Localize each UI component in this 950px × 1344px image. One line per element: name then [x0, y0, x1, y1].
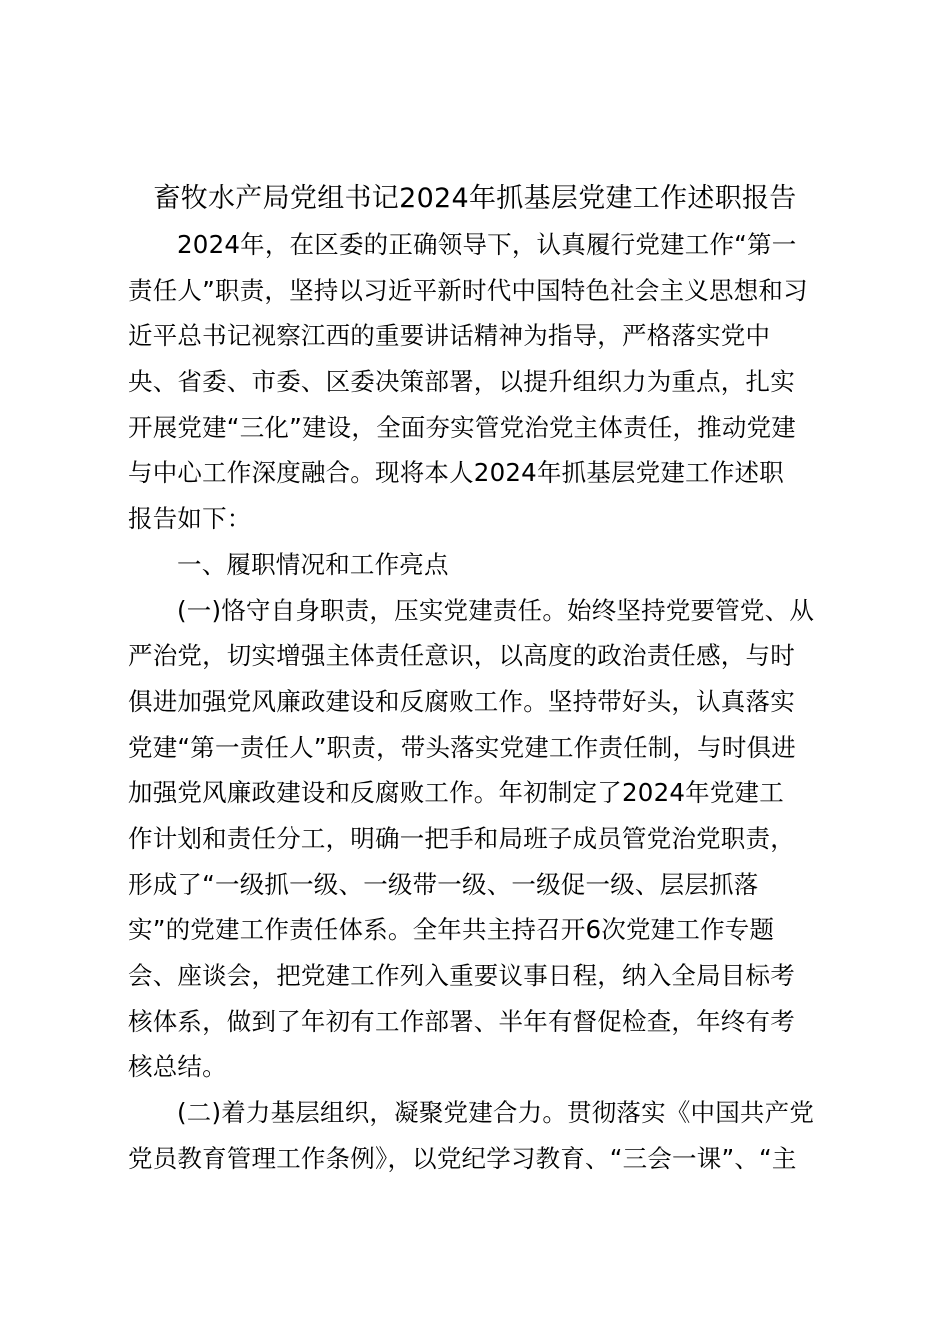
- paragraph-line: 作计划和责任分工，明确一把手和局班子成员管党治党职责，: [128, 823, 795, 853]
- paragraph-line: (一)恪守自身职责，压实党建责任。始终坚持党要管党、从: [177, 595, 815, 625]
- paragraph-line: 核总结。: [128, 1052, 227, 1082]
- paragraph-line: 严治党，切实增强主体责任意识，以高度的政治责任感，与时: [128, 641, 795, 671]
- paragraph-line: 开展党建“三化”建设，全面夯实管党治党主体责任，推动党建: [128, 412, 796, 442]
- paragraph-line: 近平总书记视察江西的重要讲话精神为指导，严格落实党中: [128, 321, 771, 351]
- paragraph-line: 报告如下：: [128, 504, 252, 534]
- paragraph-line: 与中心工作深度融合。现将本人2024年抓基层党建工作述职: [128, 458, 784, 488]
- paragraph-line: 责任人”职责，坚持以习近平新时代中国特色社会主义思想和习: [128, 275, 808, 305]
- paragraph-line: 2024年，在区委的正确领导下，认真履行党建工作“第一: [177, 230, 797, 259]
- paragraph-line: 央、省委、市委、区委决策部署，以提升组织力为重点，扎实: [128, 367, 795, 397]
- paragraph-line: 俱进加强党风廉政建设和反腐败工作。坚持带好头，认真落实: [128, 686, 795, 716]
- document-body: [128, 222, 828, 1181]
- paragraph-line: 形成了“一级抓一级、一级带一级、一级促一级、层层抓落: [128, 869, 759, 899]
- paragraph-line: 实”的党建工作责任体系。全年共主持召开6次党建工作专题: [128, 915, 775, 945]
- paragraph-line: (二)着力基层组织，凝聚党建合力。贯彻落实《中国共产党: [177, 1098, 815, 1128]
- paragraph-line: 党员教育管理工作条例》，以党纪学习教育、“三会一课”、“主: [128, 1143, 797, 1173]
- paragraph-line: 党建“第一责任人”职责，带头落实党建工作责任制，与时俱进: [128, 732, 796, 762]
- document-title: 畜牧水产局党组书记2024年抓基层党建工作述职报告: [153, 183, 797, 214]
- paragraph-line: 会、座谈会，把党建工作列入重要议事日程，纳入全局目标考: [128, 961, 795, 990]
- paragraph-line: 核体系，做到了年初有工作部署、半年有督促检查，年终有考: [128, 1006, 795, 1036]
- paragraph-line: 加强党风廉政建设和反腐败工作。年初制定了2024年党建工: [128, 778, 784, 808]
- paragraph-line: 一、履职情况和工作亮点: [177, 549, 449, 579]
